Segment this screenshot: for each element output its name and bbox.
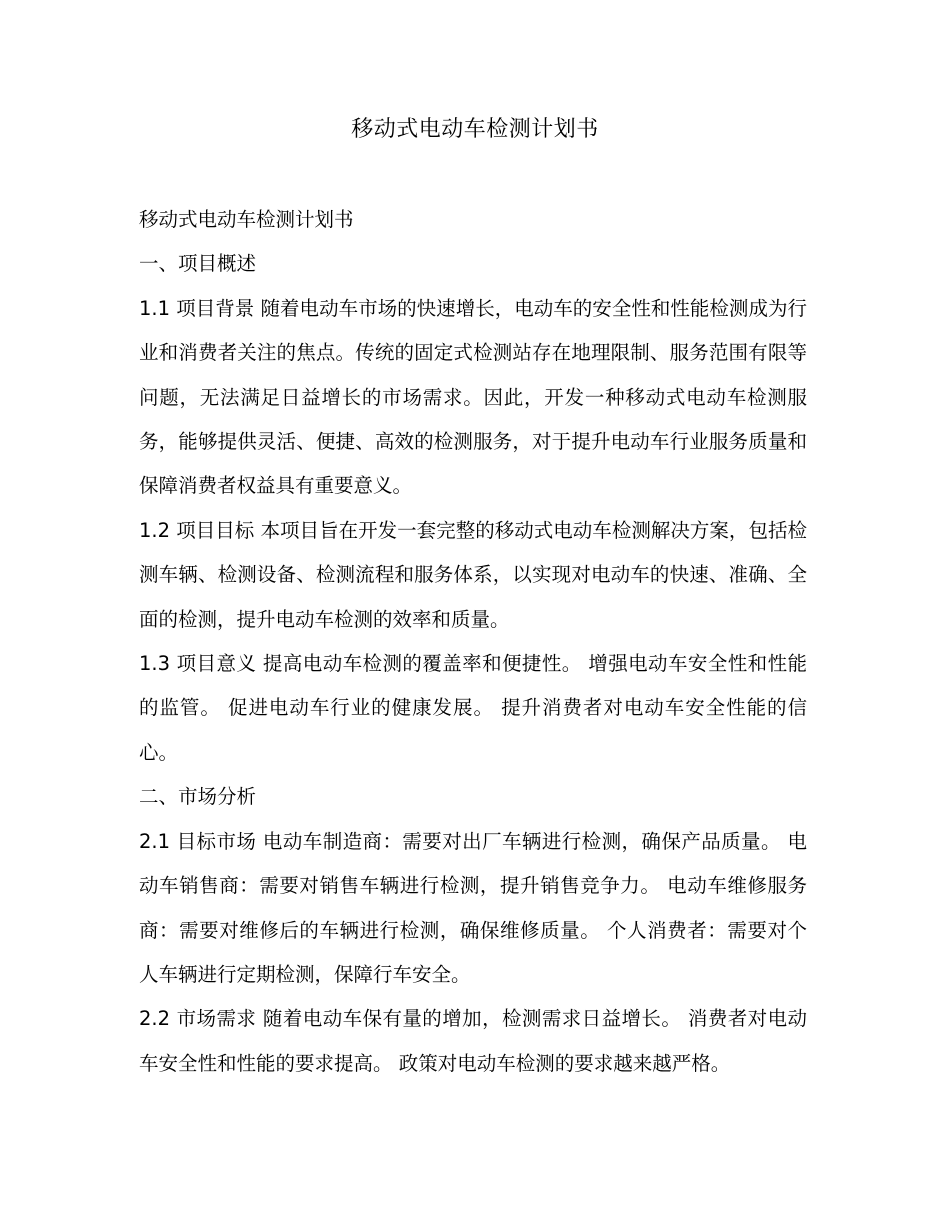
- paragraph-background: 1.1 项目背景 随着电动车市场的快速增长，电动车的安全性和性能检测成为行业和消费者关注的焦点。传统的固定式检测站存在地理限制、服务范围有限等问题，无法满足日益增长的市场需求。因此，开发一种移动式电动车检测服务，能够提供灵活、便捷、高效的检测服务，对于提升电动车行业服务质量和保障消费者权益具有重要意义。: [139, 296, 807, 498]
- paragraph-significance: 1.3 项目意义 提高电动车检测的覆盖率和便捷性。 增强电动车安全性和性能的监管。 促进电动车行业的健康发展。 提升消费者对电动车安全性能的信心。: [139, 652, 807, 764]
- paragraph-market-demand: 2.2 市场需求 随着电动车保有量的增加，检测需求日益增长。 消费者对电动车安全性和性能的要求提高。 政策对电动车检测的要求越来越严格。: [139, 1007, 807, 1075]
- section-heading-market: 二、市场分析: [139, 785, 257, 809]
- document-body: [139, 198, 807, 1086]
- paragraph-target-market: 2.1 目标市场 电动车制造商：需要对出厂车辆进行检测，确保产品质量。 电动车销售商：需要对销售车辆进行检测，提升销售竞争力。 电动车维修服务商：需要对维修后的车辆进行检测，确保维修质量。 个人消费者：需要对个人车辆进行定期检测，保障行车安全。: [139, 829, 807, 986]
- section-heading-overview: 一、项目概述: [139, 252, 257, 276]
- heading-subtitle: 移动式电动车检测计划书: [139, 208, 354, 231]
- document-title: 移动式电动车检测计划书: [351, 117, 599, 142]
- paragraph-goals: 1.2 项目目标 本项目旨在开发一套完整的移动式电动车检测解决方案，包括检测车辆、检测设备、检测流程和服务体系，以实现对电动车的快速、准确、全面的检测，提升电动车检测的效率和质量。: [139, 518, 807, 631]
